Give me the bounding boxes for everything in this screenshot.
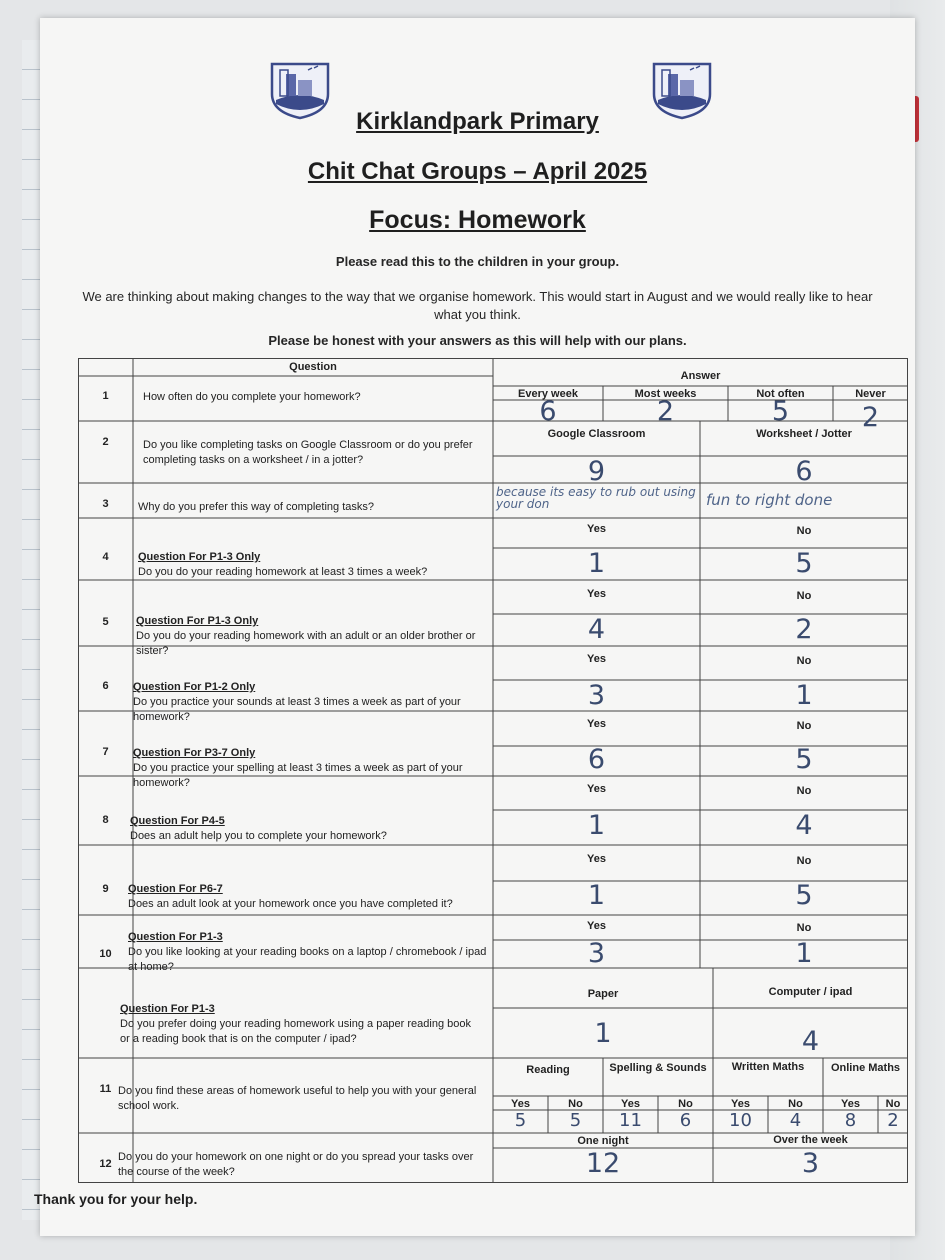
q3-number: 3: [102, 498, 109, 510]
q1-option: Most weeks: [634, 388, 697, 400]
q11-number: 11: [99, 1083, 112, 1095]
q1-number: 1: [102, 390, 109, 402]
q1-option: Not often: [756, 388, 805, 400]
q5-number: 5: [102, 616, 109, 628]
q3-answer: fun to right done: [706, 491, 833, 509]
q11-answer: 5: [569, 1110, 582, 1131]
q9-heading: Question For P6-7: [128, 883, 223, 895]
q11-sub: Yes: [731, 1098, 750, 1110]
q1-answer: 2: [861, 402, 880, 433]
q8-body: Does an adult help you to complete your homework?: [130, 830, 387, 842]
q12-text: Do you do your homework on one night or do you spread your tasks over the course of the week?: [118, 1151, 474, 1178]
q5-answer: 2: [795, 614, 813, 645]
survey-table: [78, 358, 908, 1183]
q4-heading: Question For P1-3 Only: [138, 551, 261, 563]
q10-answer: 3: [587, 938, 606, 969]
q1-answer: 2: [656, 396, 675, 427]
q10-option: No: [796, 922, 812, 934]
q3-text: Why do you prefer this way of completing tasks?: [138, 501, 374, 513]
q11-sub: No: [788, 1098, 803, 1110]
q9-option: Yes: [587, 853, 606, 865]
q11-sub: No: [678, 1098, 693, 1110]
q5-option: No: [796, 590, 812, 602]
question-header: Question: [289, 361, 337, 373]
q10-number: 10: [99, 948, 112, 960]
q9-body: Does an adult look at your homework once you have completed it?: [128, 898, 453, 910]
q1-text: How often do you complete your homework?: [143, 391, 361, 403]
q5-heading: Question For P1-3 Only: [136, 615, 259, 627]
q8-option: No: [796, 785, 812, 797]
q12-option: Over the week: [773, 1134, 848, 1146]
q7-number: 7: [102, 746, 109, 758]
q4-answer: 5: [795, 548, 813, 579]
focus-title: Focus: Homework: [369, 206, 586, 234]
q6-body: Do you practice your sounds at least 3 times a week as part of your homework?: [133, 696, 461, 723]
q11-answer: 5: [514, 1110, 527, 1131]
thank-you-text: Thank you for your help.: [34, 1191, 198, 1207]
q11-answer: 6: [679, 1110, 692, 1131]
q11-sub: Yes: [511, 1098, 530, 1110]
q7-option: Yes: [587, 718, 606, 730]
q8-answer: 4: [795, 810, 813, 841]
q7-answer: 6: [587, 744, 606, 775]
q2-answer: 6: [795, 456, 813, 487]
q7-option: No: [796, 720, 812, 732]
event-title: Chit Chat Groups – April 2025: [307, 158, 648, 185]
q2-answer: 9: [587, 456, 606, 487]
q11-answer: 11: [619, 1110, 642, 1131]
q2-text: Do you like completing tasks on Google Classroom or do you prefer completing tasks on a worksheet / in a jotter?: [143, 439, 473, 466]
q11-answer: 8: [844, 1110, 857, 1131]
q11-area: Reading: [526, 1064, 570, 1076]
q12-answer: 12: [585, 1148, 621, 1179]
q7-body: Do you practice your spelling at least 3 times a week as part of your homework?: [133, 762, 463, 789]
q10b-answer: 1: [594, 1018, 612, 1049]
q1-option: Never: [855, 388, 886, 400]
q1-answer: 6: [539, 396, 557, 427]
q11-sub: No: [885, 1098, 901, 1110]
q5-answer: 4: [587, 614, 606, 645]
q11-answer: 10: [729, 1110, 752, 1131]
q8-number: 8: [102, 814, 109, 826]
q6-answer: 1: [795, 680, 813, 711]
q11-area: Written Maths: [731, 1061, 805, 1073]
q6-text: [133, 680, 493, 725]
q5-text: [136, 614, 496, 659]
q12-option: One night: [577, 1135, 629, 1147]
q2-number: 2: [102, 436, 109, 448]
q10-text: [128, 930, 488, 975]
answer-header: Answer: [680, 370, 721, 382]
q10b-heading: Question For P1-3: [120, 1003, 215, 1015]
q10b-body: Do you prefer doing your reading homework using a paper reading book or a reading book that is on the computer / ipad?: [120, 1018, 471, 1045]
q9-answer: 1: [587, 880, 606, 911]
q11-sub: Yes: [621, 1098, 640, 1110]
q11-answer: 2: [887, 1110, 899, 1131]
q12-number: 12: [99, 1158, 112, 1170]
q4-number: 4: [102, 551, 109, 563]
q8-text: [130, 814, 490, 844]
q11-area: Online Maths: [830, 1062, 901, 1074]
q8-answer: 1: [587, 810, 606, 841]
q8-option: Yes: [587, 783, 606, 795]
q6-answer: 3: [587, 680, 606, 711]
q10b-option: Computer / ipad: [768, 986, 853, 998]
honesty-text: Please be honest with your answers as this will help with our plans.: [268, 333, 687, 348]
q6-option: No: [796, 655, 812, 667]
q10-option: Yes: [587, 920, 606, 932]
q4-answer: 1: [587, 548, 606, 579]
q9-option: No: [796, 855, 812, 867]
q4-option: No: [796, 525, 812, 537]
q6-heading: Question For P1-2 Only: [133, 681, 256, 693]
q7-text: [133, 746, 493, 791]
q1-option: Every week: [518, 388, 578, 400]
q11-sub: No: [568, 1098, 583, 1110]
q4-option: Yes: [587, 523, 606, 535]
q11-area: Spelling & Sounds: [609, 1062, 707, 1074]
q10b-text: [120, 1002, 480, 1047]
q3-answer: because its easy to rub out using your don: [496, 485, 696, 511]
q10b-option: Paper: [587, 988, 619, 1000]
q9-answer: 5: [795, 880, 813, 911]
q9-number: 9: [102, 883, 109, 895]
q9-text: [128, 882, 488, 912]
q11-sub: Yes: [841, 1098, 860, 1110]
q7-heading: Question For P3-7 Only: [133, 747, 256, 759]
q11-answer: 4: [789, 1110, 802, 1131]
q11-text: Do you find these areas of homework useful to help you with your general school work.: [118, 1085, 477, 1112]
q10-heading: Question For P1-3: [128, 931, 223, 943]
q5-option: Yes: [587, 588, 606, 600]
instruction-text: Please read this to the children in your group.: [335, 254, 620, 269]
q4-body: Do you do your reading homework at least 3 times a week?: [138, 566, 428, 578]
q6-number: 6: [102, 680, 109, 692]
intro-text: We are thinking about making changes to the way that we organise homework. This would start in August and we would really like to hear what you think.: [82, 289, 873, 322]
q7-answer: 5: [795, 744, 813, 775]
q4-text: [138, 550, 498, 580]
q2-option: Worksheet / Jotter: [756, 428, 852, 440]
q10-answer: 1: [795, 938, 813, 969]
school-name: Kirklandpark Primary: [356, 108, 599, 135]
q1-answer: 5: [771, 396, 790, 427]
q8-heading: Question For P4-5: [130, 815, 225, 827]
q5-body: Do you do your reading homework with an adult or an older brother or sister?: [136, 630, 476, 657]
q10-body: Do you like looking at your reading books on a laptop / chromebook / ipad at home?: [128, 946, 487, 973]
q2-option: Google Classroom: [547, 428, 646, 440]
q10b-answer: 4: [801, 1026, 820, 1057]
q12-answer: 3: [801, 1148, 820, 1179]
survey-sheet: [34, 18, 915, 1236]
q6-option: Yes: [587, 653, 606, 665]
